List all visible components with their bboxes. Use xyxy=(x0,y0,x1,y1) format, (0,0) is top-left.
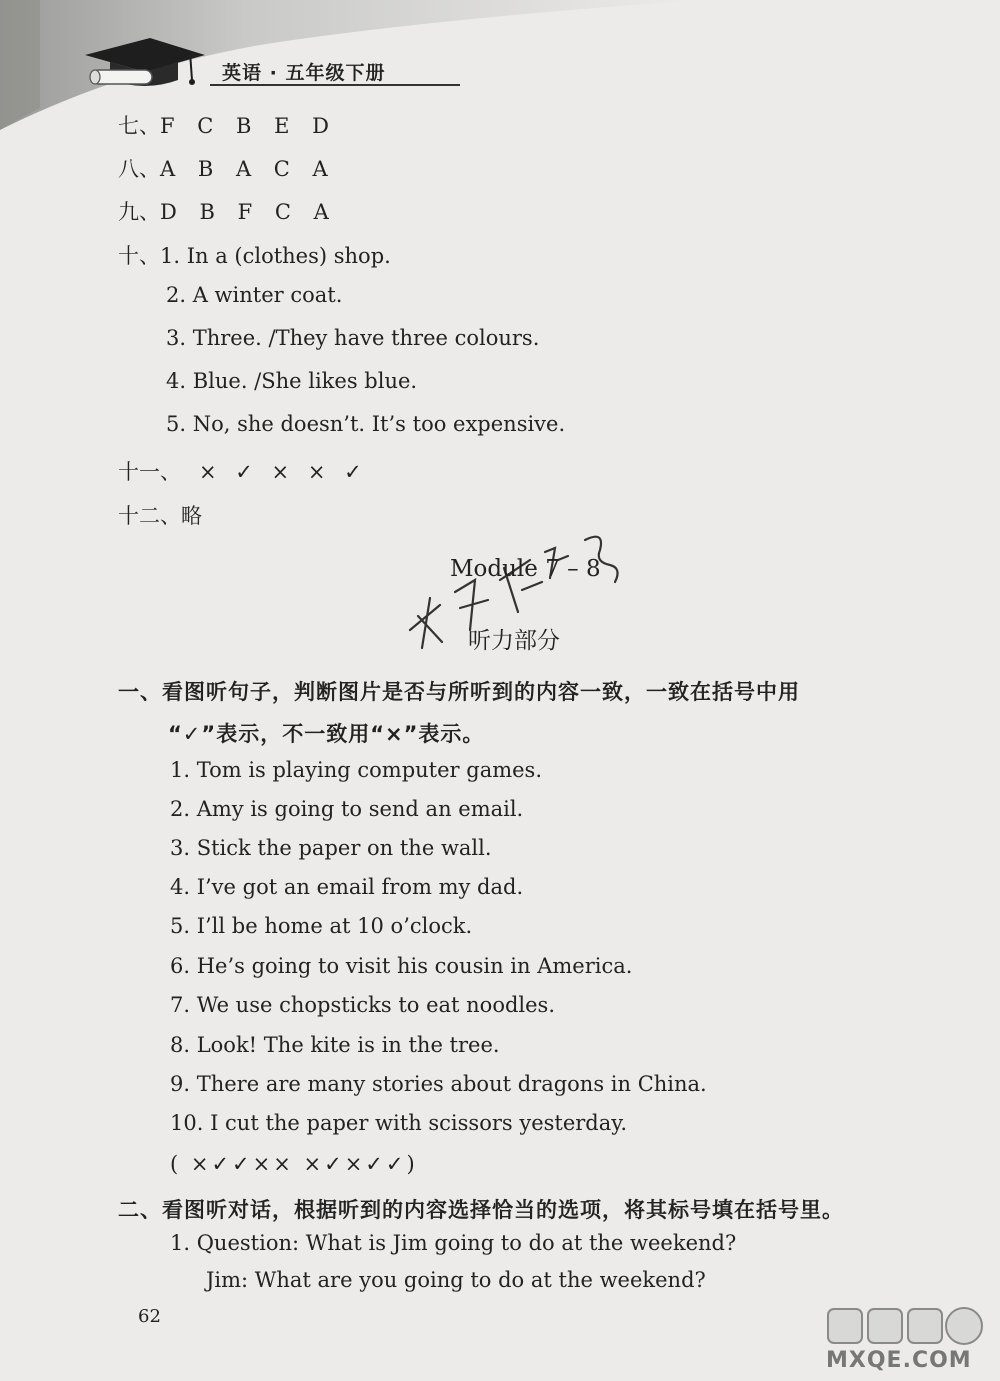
list-item: 3. Stick the paper on the wall. xyxy=(170,836,492,860)
list-item: 4. I’ve got an email from my dad. xyxy=(170,875,524,899)
list-item: 6. He’s going to visit his cousin in America. xyxy=(170,954,633,978)
list-item: 2. Amy is going to send an email. xyxy=(170,797,524,821)
answer-label: 十二、 xyxy=(118,504,181,528)
answer-text: A B A C A xyxy=(160,157,336,181)
answer-row-7 xyxy=(118,110,337,140)
page-number: 62 xyxy=(138,1306,161,1327)
list-item: 8. Look! The kite is in the tree. xyxy=(170,1033,500,1057)
dialogue-line: Jim: What are you going to do at the weekend? xyxy=(206,1268,706,1292)
module-title: Module 7 – 8 xyxy=(450,556,601,582)
answer-item: 3. Three. /They have three colours. xyxy=(166,326,540,350)
answer-text: D B F C A xyxy=(160,200,337,224)
question-heading: 一、看图听句子，判断图片是否与所听到的内容一致，一致在括号中用 xyxy=(118,680,800,704)
answer-label: 七、 xyxy=(118,114,160,138)
answer-item: 1. In a (clothes) shop. xyxy=(160,244,391,268)
answer-key: ( ×✓✓×× ×✓×✓✓) xyxy=(170,1152,418,1176)
question-heading: 二、看图听对话，根据听到的内容选择恰当的选项，将其标号填在括号里。 xyxy=(118,1198,844,1222)
header-rule xyxy=(210,84,460,86)
list-item: 5. I’ll be home at 10 o’clock. xyxy=(170,914,473,938)
answer-marks: × ✓ × × ✓ xyxy=(199,460,368,484)
question-heading-cont: “✓”表示，不一致用“×”表示。 xyxy=(168,722,485,746)
answer-row-9 xyxy=(118,196,337,226)
section-heading: 听力部分 xyxy=(468,628,560,654)
list-item: 9. There are many stories about dragons in China. xyxy=(170,1072,707,1096)
header-title: 英语 · 五年级下册 xyxy=(222,62,386,84)
answer-item: 4. Blue. /She likes blue. xyxy=(166,369,418,393)
list-item: 7. We use chopsticks to eat noodles. xyxy=(170,993,556,1017)
answer-label: 十一、 xyxy=(118,460,181,484)
answer-label: 八、 xyxy=(118,157,160,181)
answer-item: 5. No, she doesn’t. It’s too expensive. xyxy=(166,412,566,436)
watermark-text: MXQE.COM xyxy=(826,1348,972,1373)
answer-text: F C B E D xyxy=(160,114,337,138)
diploma-scroll-icon xyxy=(90,70,152,84)
answer-row-8 xyxy=(118,153,336,183)
list-item: 1. Question: What is Jim going to do at the weekend? xyxy=(170,1231,737,1255)
list-item: 1. Tom is playing computer games. xyxy=(170,758,543,782)
answer-row-10 xyxy=(118,240,391,270)
answer-label: 九、 xyxy=(118,200,160,224)
answer-text: 略 xyxy=(181,504,202,528)
answer-row-11 xyxy=(118,456,368,486)
list-item: 10. I cut the paper with scissors yesterday. xyxy=(170,1111,628,1135)
answer-label: 十、 xyxy=(118,244,160,268)
answer-row-12 xyxy=(118,500,202,530)
answer-item: 2. A winter coat. xyxy=(166,283,343,307)
